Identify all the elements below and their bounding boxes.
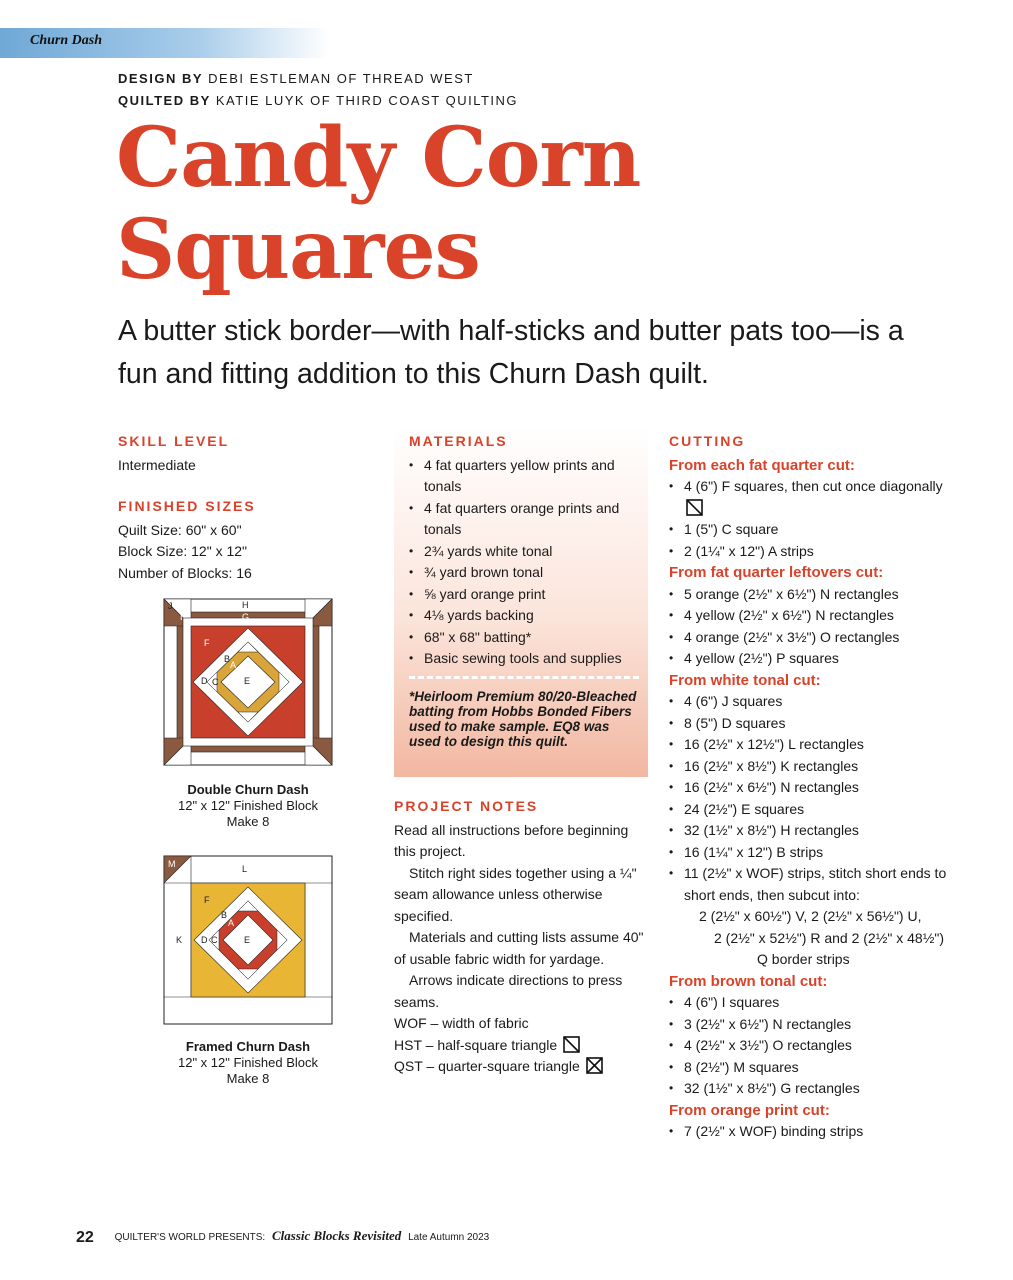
label-j: J <box>168 601 173 611</box>
list-item: • 4 yellow (2½") P squares <box>669 648 959 670</box>
dash-divider <box>409 676 639 679</box>
notes-heading: PROJECT NOTES <box>394 798 539 814</box>
list-item: • 32 (1½" x 8½") H rectangles <box>669 820 959 842</box>
label-a2: A <box>228 918 235 928</box>
designer: DEBI ESTLEMAN OF THREAD WEST <box>208 71 474 86</box>
framed-churn-dash-diagram <box>163 855 333 1025</box>
diagram1-caption <box>163 782 333 830</box>
project-notes <box>394 796 644 1078</box>
list-item: • Basic sewing tools and supplies <box>409 648 639 670</box>
orange-heading: From orange print cut: <box>669 1101 830 1119</box>
notes-qst-row <box>394 1056 644 1078</box>
list-item: • 4 orange (2½" x 3½") O rectangles <box>669 627 959 649</box>
quilter: KATIE LUYK OF THIRD COAST QUILTING <box>215 93 519 108</box>
notes-p2: Stitch right sides together using a ¼" seam allowance unless otherwise specified. <box>394 864 637 924</box>
block-count: Number of Blocks: 16 <box>118 564 252 581</box>
quilted-label: QUILTED BY <box>118 93 211 108</box>
label-f: F <box>204 638 210 648</box>
label-k: K <box>176 935 183 945</box>
publisher: QUILTER'S WORLD PRESENTS: <box>114 1232 266 1243</box>
notes-wof: WOF – width of fabric <box>394 1015 529 1031</box>
notes-p4: Arrows indicate directions to press seams. <box>394 972 623 1010</box>
block-size: Block Size: 12" x 12" <box>118 543 248 559</box>
subtitle: A butter stick border—with half-sticks and butter pats too—is a fun and fitting addition to this Churn Dash quilt. <box>118 315 904 390</box>
section-tab <box>0 28 330 58</box>
notes-hst: HST – half-square triangle <box>394 1036 558 1053</box>
batting-note: *Heirloom Premium 80/20-Bleached batting from Hobbs Bonded Fibers used to make sample. EQ8 was used to design this quilt. <box>409 688 637 749</box>
diagram1-title: Double Churn Dash <box>187 782 309 797</box>
list-item: • 3 (2½" x 6½") N rectangles <box>669 1014 959 1036</box>
label-c2: C <box>211 935 218 945</box>
list-item: • 16 (2½" x 12½") L rectangles <box>669 734 959 756</box>
list-item: • 16 (1¼" x 12") B strips <box>669 842 959 864</box>
fq-heading: From each fat quarter cut: <box>669 456 855 474</box>
diagram2-make: Make 8 <box>226 1071 270 1086</box>
list-item: • 4⅛ yards backing <box>409 605 639 627</box>
list-item: • 16 (2½" x 8½") K rectangles <box>669 756 959 778</box>
credits <box>118 68 518 112</box>
double-churn-dash-diagram <box>163 598 333 766</box>
label-i: I <box>180 612 183 622</box>
diagram2-title: Framed Churn Dash <box>185 1039 311 1054</box>
materials-box <box>394 427 648 777</box>
materials-heading: MATERIALS <box>409 433 508 449</box>
label-b: B <box>224 654 231 664</box>
left-column <box>118 431 368 584</box>
skill-heading: SKILL LEVEL <box>118 433 230 449</box>
list-item: • 8 (5") D squares <box>669 713 959 735</box>
page-number: 22 <box>76 1229 94 1246</box>
materials-list <box>409 455 639 670</box>
cutting-column <box>669 431 959 1143</box>
hst-icon <box>563 1036 580 1053</box>
list-item: • 16 (2½" x 6½") N rectangles <box>669 777 959 799</box>
notes-p1: Read all instructions before beginning this project. <box>394 821 629 859</box>
list-item: • ¾ yard brown tonal <box>409 562 639 584</box>
fq-list <box>669 476 959 562</box>
section-label: Churn Dash <box>30 33 102 48</box>
white-list <box>669 691 959 906</box>
label-d2: D <box>201 935 208 945</box>
label-e: E <box>244 676 251 686</box>
diagram2-size: 12" x 12" Finished Block <box>177 1055 319 1070</box>
title-line-2: Squares <box>116 202 480 298</box>
notes-p3: Materials and cutting lists assume 40" of usable fabric width for yardage. <box>394 929 644 967</box>
notes-hst-row <box>394 1035 644 1057</box>
leftovers-heading: From fat quarter leftovers cut: <box>669 564 884 581</box>
label-h: H <box>242 600 249 610</box>
diagram1-make: Make 8 <box>226 814 270 829</box>
label-e2: E <box>244 935 251 945</box>
sizes-heading: FINISHED SIZES <box>118 498 256 514</box>
label-m: M <box>168 859 176 869</box>
white-sub-3: Q border strips <box>757 951 850 967</box>
skill-value: Intermediate <box>118 456 196 473</box>
list-item: • 11 (2½" x WOF) strips, stitch short ends to short ends, then subcut into: <box>669 863 959 906</box>
label-c: C <box>212 677 219 687</box>
page-title <box>116 112 640 296</box>
list-item: • 7 (2½" x WOF) binding strips <box>669 1121 959 1143</box>
brown-list <box>669 992 959 1100</box>
label-g: G <box>242 612 250 622</box>
notes-qst: QST – quarter-square triangle <box>394 1058 580 1074</box>
white-sub-2: 2 (2½" x 52½") R and 2 (2½" x 48½") <box>714 929 944 946</box>
label-l: L <box>242 864 248 874</box>
title-line-1: Candy Corn <box>116 110 641 206</box>
design-label: DESIGN BY <box>118 71 204 86</box>
list-item: • 68" x 68" batting* <box>409 627 639 649</box>
page-footer <box>76 1228 489 1247</box>
list-item: • 24 (2½") E squares <box>669 799 959 821</box>
orange-list <box>669 1121 959 1143</box>
list-item: • 4 yellow (2½" x 6½") N rectangles <box>669 605 959 627</box>
brown-heading: From brown tonal cut: <box>669 972 828 990</box>
list-item: • 4 fat quarters orange prints and tonals <box>409 498 639 541</box>
list-item: • 2¾ yards white tonal <box>409 541 639 563</box>
issue-date: Late Autumn 2023 <box>408 1232 490 1243</box>
label-d: D <box>201 676 208 686</box>
white-heading: From white tonal cut: <box>669 671 821 689</box>
fq-item-text: 4 (6") F squares, then cut once diagonally <box>684 478 943 494</box>
list-item: • 4 (6") I squares <box>669 992 959 1014</box>
quilt-size: Quilt Size: 60" x 60" <box>118 521 242 538</box>
list-item: • ⅝ yard orange print <box>409 584 639 606</box>
list-item: • 4 fat quarters yellow prints and tonals <box>409 455 639 498</box>
list-item: • 1 (5") C square <box>669 519 959 541</box>
label-b2: B <box>221 910 228 920</box>
list-item: • 8 (2½") M squares <box>669 1057 959 1079</box>
label-a: A <box>230 660 237 670</box>
list-item: • 4 (2½" x 3½") O rectangles <box>669 1035 959 1057</box>
magazine-title: Classic Blocks Revisited <box>272 1228 402 1243</box>
list-item: • 4 (6") J squares <box>669 691 959 713</box>
hst-icon <box>686 499 703 516</box>
list-item <box>669 476 959 519</box>
list-item: • 2 (1¼" x 12") A strips <box>669 541 959 563</box>
diagram1-size: 12" x 12" Finished Block <box>177 798 319 813</box>
leftovers-list <box>669 584 959 670</box>
cutting-heading: CUTTING <box>669 433 746 449</box>
qst-icon <box>586 1057 603 1074</box>
label-f2: F <box>204 895 210 905</box>
list-item: • 5 orange (2½" x 6½") N rectangles <box>669 584 959 606</box>
list-item: • 32 (1½" x 8½") G rectangles <box>669 1078 959 1100</box>
white-sub-1: 2 (2½" x 60½") V, 2 (2½" x 56½") U, <box>699 908 922 924</box>
diagram2-caption <box>163 1039 333 1087</box>
